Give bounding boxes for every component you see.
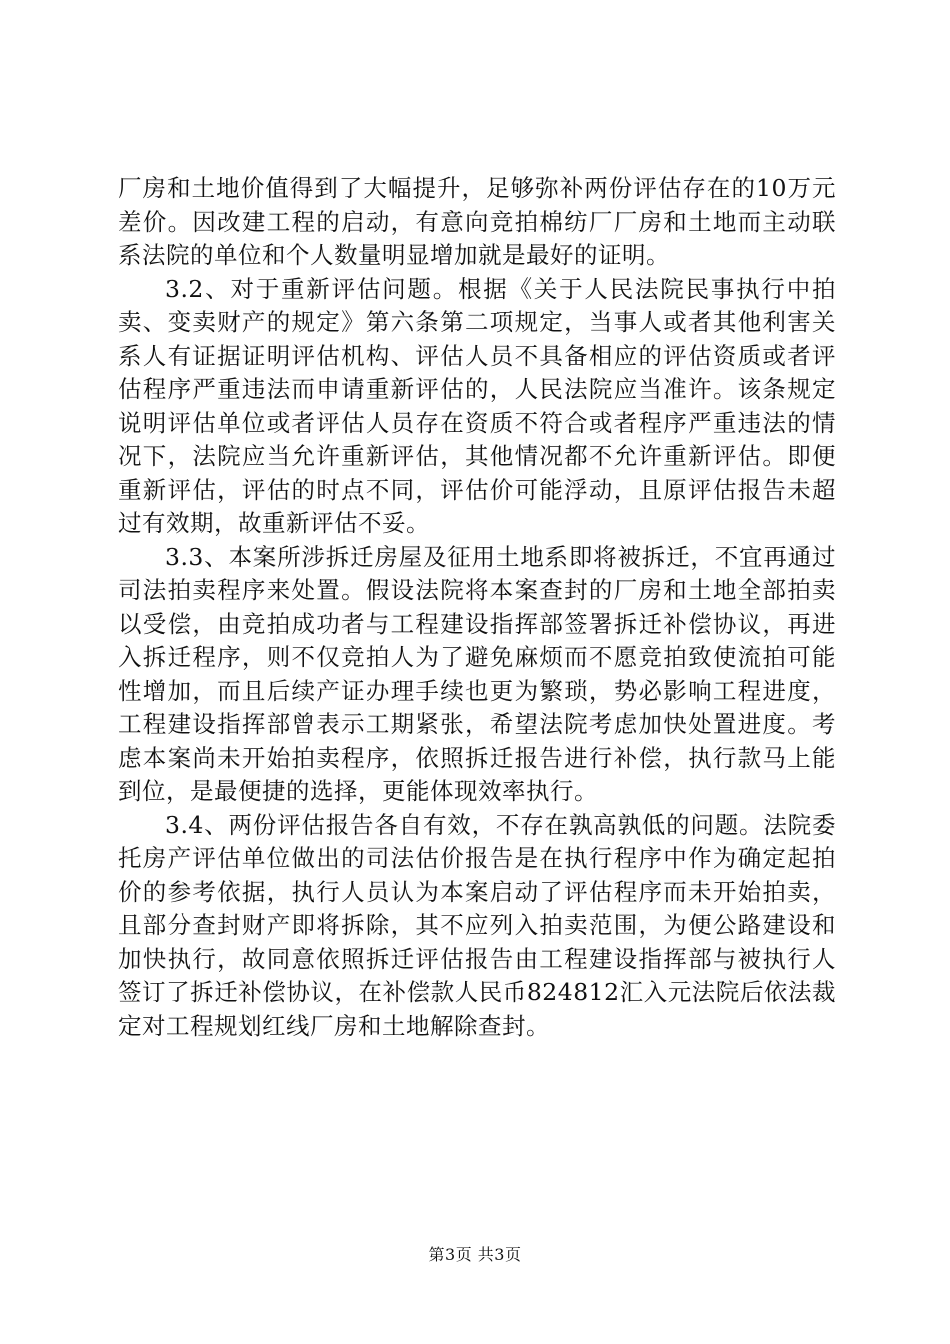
- paragraph-section-3-2: 3.2、对于重新评估问题。根据《关于人民法院民事执行中拍卖、变卖财产的规定》第六条第二项规定，当事人或者其他利害关系人有证据证明评估机构、评估人员不具备相应的评估资质或者评估程序严重违法而申请重新评估的，人民法院应当准许。该条规定说明评估单位或者评估人员存在资质不符合或者程序严重违法的情况下，法院应当允许重新评估，其他情况都不允许重新评估。即便重新评估，评估的时点不同，评估价可能浮动，且原评估报告未超过有效期，故重新评估不妥。: [118, 274, 836, 537]
- page-number-label: 第3页 共3页: [428, 1245, 522, 1264]
- paragraph-continuation: 厂房和土地价值得到了大幅提升，足够弥补两份评估存在的10万元差价。因改建工程的启动，有意向竞拍棉纺厂厂房和土地而主动联系法院的单位和个人数量明显增加就是最好的证明。: [118, 174, 836, 269]
- paragraph-section-3-3: 3.3、本案所涉拆迁房屋及征用土地系即将被拆迁，不宜再通过司法拍卖程序来处置。假设法院将本案查封的厂房和土地全部拍卖以受偿，由竞拍成功者与工程建设指挥部签署拆迁补偿协议，再进入拆迁程序，则不仅竞拍人为了避免麻烦而不愿竞拍致使流拍可能性增加，而且后续产证办理手续也更为繁琐，势必影响工程进度，工程建设指挥部曾表示工期紧张，希望法院考虑加快处置进度。考虑本案尚未开始拍卖程序，依照拆迁报告进行补偿，执行款马上能到位，是最便捷的选择，更能体现效率执行。: [118, 542, 836, 805]
- paragraph-section-3-4: 3.4、两份评估报告各自有效，不存在孰高孰低的问题。法院委托房产评估单位做出的司法估价报告是在执行程序中作为确定起拍价的参考依据，执行人员认为本案启动了评估程序而未开始拍卖，且部分查封财产即将拆除，其不应列入拍卖范围，为便公路建设和加快执行，故同意依照拆迁评估报告由工程建设指挥部与被执行人签订了拆迁补偿协议，在补偿款人民币824812汇入元法院后依法裁定对工程规划红线厂房和土地解除查封。: [118, 810, 836, 1040]
- page-footer: [0, 1244, 950, 1266]
- document-body: [118, 172, 836, 1043]
